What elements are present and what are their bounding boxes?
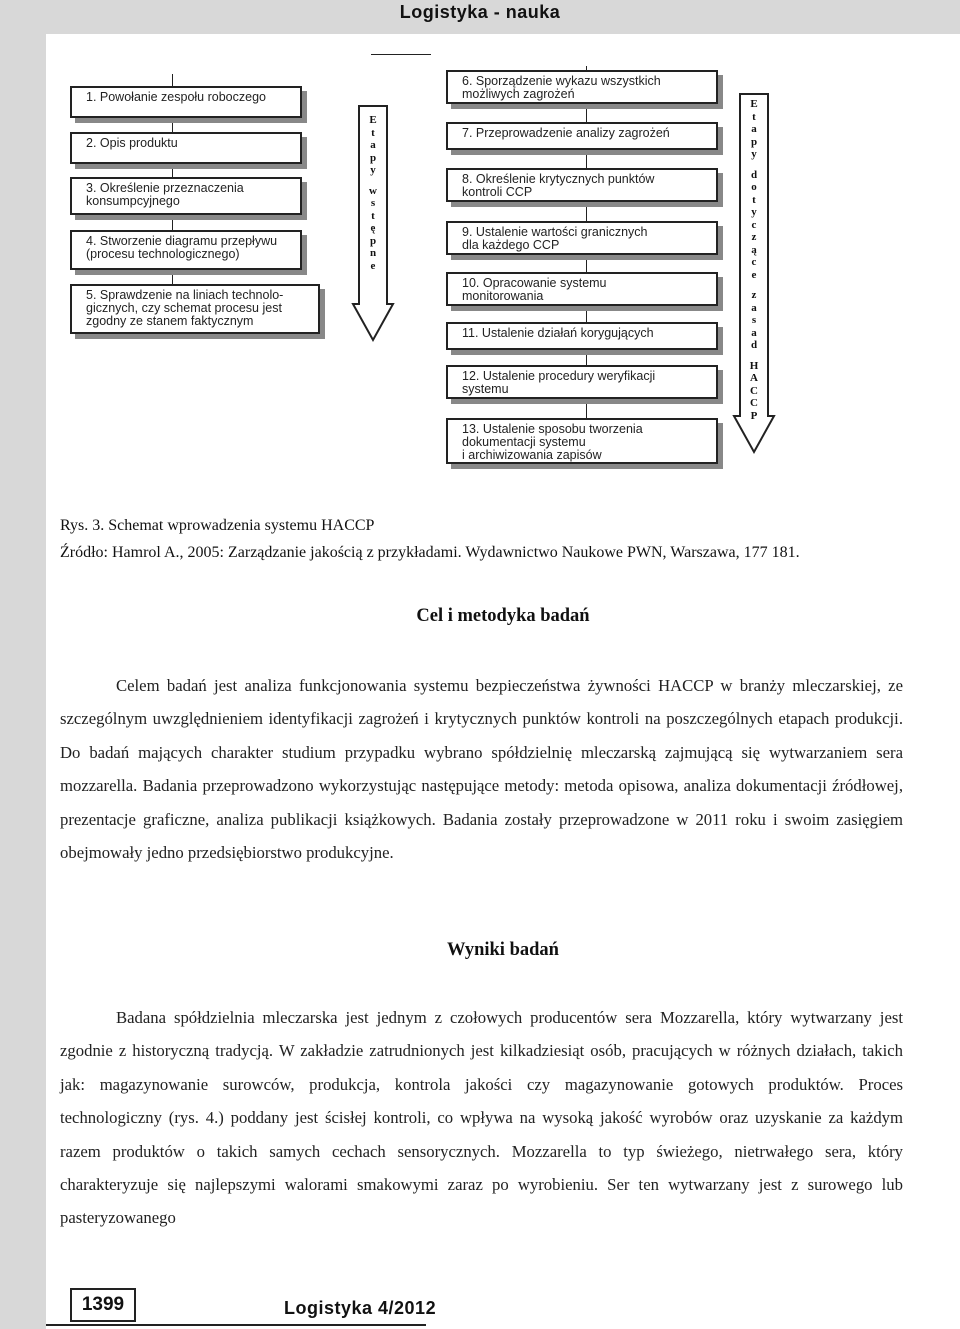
step-box-12 — [446, 365, 718, 399]
step-box-6 — [446, 70, 718, 104]
haccp-schematic — [46, 34, 960, 474]
right-arrow-label-letter: t — [752, 193, 756, 206]
left-arrow-label-letter: t — [371, 209, 375, 222]
page — [46, 34, 960, 1329]
step-label-7: 7. Przeprowadzenie analizy zagrożeń — [462, 126, 670, 140]
right-arrow-label — [744, 98, 764, 422]
step-label-3: 3. Określenie przeznaczenia konsumpcyjnego — [86, 181, 244, 208]
left-arrow-label-letter: E — [369, 114, 377, 126]
step-box-7 — [446, 122, 718, 150]
right-arrow-label-letter — [744, 352, 764, 360]
right-arrow-label-letter: a — [751, 301, 757, 314]
journal-name: Logistyka 4/2012 — [284, 1298, 437, 1318]
right-arrow-label-letter: ą — [751, 243, 757, 256]
left-arrow-label-letter: n — [369, 247, 377, 259]
paragraph-results: Badana spółdzielnia mleczarska jest jednym z czołowych producentów sera Mozzarella, który wytwarzany jest zgodnie z historyczną tradycją. W zakładzie zatrudnionych jest kilkadziesiąt osób, pracujących w różnych działach, takich jak: magazynowanie surowców, produkcja, kontrola jakości czy magazynowanie gotowych produktów. Proces technologiczny (rys. 4.) poddany jest ścisłej kontroli, co wpływa na wysoką jakość wyrobów oraz uzyskanie za każdym razem produktów o takich samych cechach sensorycznych. Mozzarella to typ świeżego, nietrwałego sera, który charakteryzuje się najlepszymi walorami smakowymi zaraz po wyrobieniu. Ser ten wytwarzany jest z surowego lub pasteryzowanego — [60, 1008, 903, 1228]
right-arrow-label-letter: t — [752, 110, 756, 123]
left-arrow-label-letter: ę — [370, 222, 376, 234]
right-arrow-label-letter: a — [751, 123, 757, 135]
step-box-8 — [446, 168, 718, 202]
section-heading-methods: Cel i metodyka badań — [416, 606, 590, 626]
step-label-11: 11. Ustalenie działań korygujących — [462, 326, 654, 340]
right-arrow-label-letter — [744, 161, 764, 169]
right-arrow-label-letter: z — [751, 289, 757, 301]
left-arrow-label-letter: t — [371, 126, 375, 139]
caption-source: Źródło: Hamrol A., 2005: Zarządzanie jakością z przykładami. Wydawnictwo Naukowe PWN, Warszawa, 177 181. — [60, 544, 800, 561]
step-label-9: 9. Ustalenie wartości granicznych dla każdego CCP — [462, 225, 648, 252]
step-box-9 — [446, 221, 718, 255]
step-label-10: 10. Opracowanie systemu monitorowania — [462, 276, 607, 303]
left-arrow-label-letter: p — [369, 151, 377, 164]
right-arrow-label-letter: E — [750, 98, 758, 110]
step-label-13: 13. Ustalenie sposobu tworzenia dokumentacji systemu i archiwizowania zapisów — [462, 422, 643, 462]
right-arrow-label-letter: y — [751, 148, 757, 160]
step-box-13 — [446, 418, 718, 464]
left-arrow-label-letter: e — [370, 259, 376, 272]
step-box-3 — [70, 177, 302, 215]
right-arrow-label-letter: p — [750, 135, 758, 148]
step-box-11 — [446, 322, 718, 350]
step-label-12: 12. Ustalenie procedury weryfikacji systemu — [462, 369, 656, 396]
caption-title: Rys. 3. Schemat wprowadzenia systemu HACCP — [60, 517, 375, 534]
step-box-4 — [70, 230, 302, 270]
right-arrow-label-letter: C — [750, 384, 758, 397]
step-box-1 — [70, 86, 302, 118]
figure-caption — [60, 512, 940, 566]
step-label-2: 2. Opis produktu — [86, 136, 178, 150]
right-arrow-label-letter: y — [751, 206, 757, 218]
right-arrow-label-letter: c — [751, 256, 757, 268]
page-number: 1399 — [70, 1288, 136, 1322]
right-arrow-label-letter: C — [750, 397, 758, 409]
paragraph-methods: Celem badań jest analiza funkcjonowania systemu bezpieczeństwa żywności HACCP w branży mleczarskiej, ze szczególnym uwzględnieniem identyfikacji zagrożeń i krytycznych punktów kontroli na poszczególnych etapach produkcji. Do badań mających charakter studium przypadku wybrano spółdzielnię mleczarską zajmującą się wytwarzaniem sera mozzarella. Badania przeprowadzono wykorzystując następujące metody: metoda opisowa, analiza dokumentacji źródłowej, prezentacje graficzne, analiza publikacji książkowych. Badania zostały przeprowadzone w 2011 roku i swoim zasięgiem obejmowały jedno przedsiębiorstwo produkcyjne. — [60, 676, 903, 863]
right-arrow-label-letter: e — [751, 268, 757, 281]
left-arrow-label-letter: s — [370, 197, 376, 209]
right-arrow-label-letter: H — [749, 359, 759, 372]
right-arrow-label-letter: a — [751, 326, 757, 339]
step-box-5 — [70, 284, 320, 334]
step-box-10 — [446, 272, 718, 306]
right-arrow-label-letter: P — [750, 409, 758, 422]
running-header: Logistyka - nauka — [399, 2, 561, 22]
right-arrow-label-letter: c — [751, 218, 757, 231]
right-arrow-label-letter: d — [750, 339, 758, 351]
left-arrow-label-letter: p — [369, 234, 377, 247]
right-arrow-label-letter: d — [750, 168, 758, 181]
right-arrow-label-letter: o — [751, 181, 757, 193]
step-label-5: 5. Sprawdzenie na liniach technolo- gicznych, czy schemat procesu jest zgodny ze stanem faktycznym — [86, 288, 284, 328]
column-link-top — [371, 54, 431, 55]
step-box-2 — [70, 132, 302, 164]
right-arrow-label-letter — [744, 281, 764, 289]
left-arrow-label — [363, 114, 383, 272]
step-label-4: 4. Stworzenie diagramu przepływu (procesu technologicznego) — [86, 234, 278, 261]
left-arrow-label-letter: y — [370, 164, 376, 176]
step-label-8: 8. Określenie krytycznych punktów kontroli CCP — [462, 172, 655, 199]
section-heading-results: Wyniki badań — [447, 940, 559, 960]
step-label-6: 6. Sporządzenie wykazu wszystkich możliwych zagrożeń — [462, 74, 661, 101]
left-arrow-label-letter — [363, 177, 383, 185]
right-arrow-label-letter: z — [751, 231, 757, 243]
footer-rule — [46, 1324, 426, 1326]
right-arrow-label-letter: s — [751, 314, 757, 326]
right-arrow-label-letter: A — [750, 372, 758, 384]
left-arrow-label-letter: a — [370, 139, 376, 151]
step-label-1: 1. Powołanie zespołu roboczego — [86, 90, 266, 104]
left-arrow-label-letter: w — [369, 184, 377, 197]
